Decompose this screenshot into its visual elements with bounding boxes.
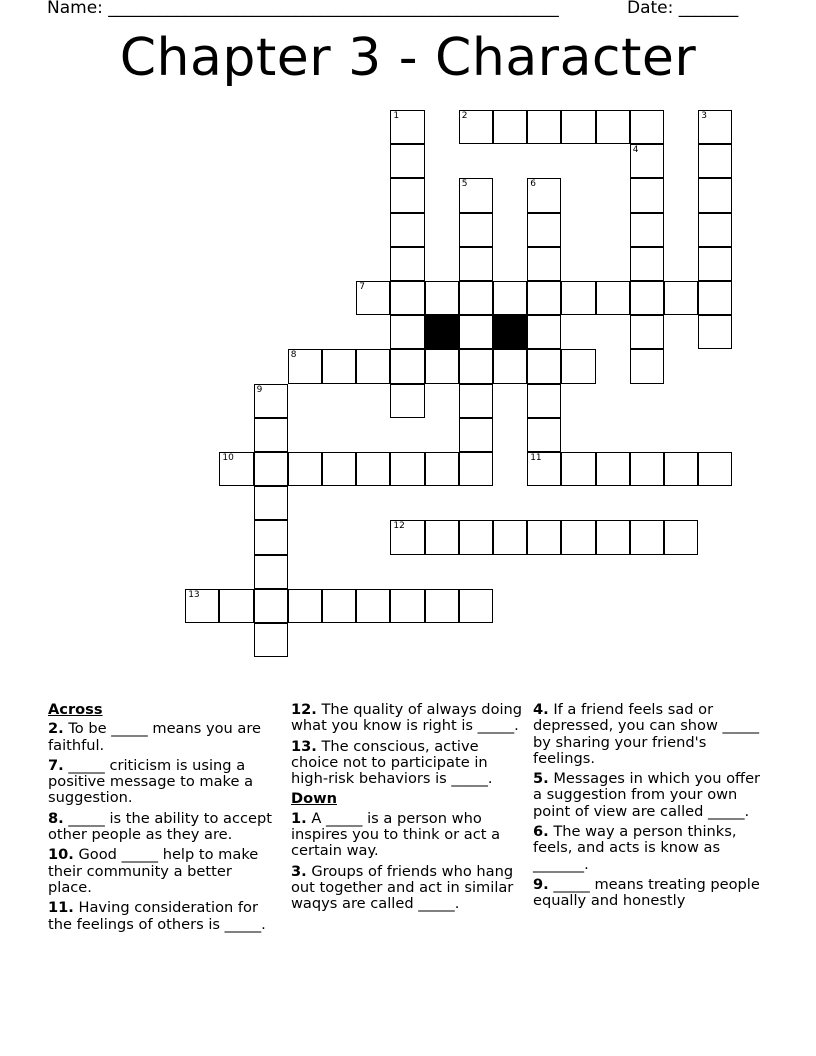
grid-cell[interactable] — [219, 589, 253, 623]
grid-cell[interactable] — [322, 349, 356, 383]
grid-cell[interactable] — [493, 281, 527, 315]
clue-number: 4 — [632, 145, 639, 156]
clue-number-label: 13. — [291, 737, 317, 755]
clue-text: _____ criticism is using a positive message to make a suggestion. — [48, 756, 254, 807]
clue-text: _____ is the ability to accept other people as they are. — [48, 809, 272, 844]
clue-item — [533, 824, 765, 873]
grid-cell[interactable] — [561, 110, 595, 144]
clue-number-label: 12. — [291, 701, 317, 718]
clue-text: The conscious, active choice not to participate in high-risk behaviors is _____. — [291, 737, 493, 788]
grid-cell[interactable] — [219, 452, 253, 486]
grid-cell[interactable] — [356, 589, 390, 623]
clue-text: Messages in which you offer a suggestion from your own point of view are called _____. — [533, 770, 761, 820]
grid-cell[interactable] — [596, 110, 630, 144]
clue-item — [291, 864, 525, 913]
grid-cell[interactable] — [356, 349, 390, 383]
grid-cell[interactable] — [630, 349, 664, 383]
grid-cell[interactable] — [493, 110, 527, 144]
grid-cell[interactable] — [459, 178, 493, 212]
grid-cell[interactable] — [356, 281, 390, 315]
clue-item — [291, 739, 525, 788]
clue-number: 6 — [530, 179, 536, 190]
grid-cell[interactable] — [630, 247, 664, 281]
grid-cell[interactable] — [664, 452, 698, 486]
grid-cell[interactable] — [630, 281, 664, 315]
grid-cell[interactable] — [356, 452, 390, 486]
clue-text: Good _____ help to make their community a better place. — [48, 846, 259, 896]
clue-number: 8 — [290, 350, 297, 361]
grid-cell[interactable] — [459, 315, 493, 349]
clue-text: To be _____ means you are faithful. — [48, 720, 262, 754]
grid-cell[interactable] — [630, 520, 664, 554]
down-heading: Down — [291, 790, 338, 808]
clue-number: 10 — [222, 453, 234, 463]
grid-cell[interactable] — [527, 315, 561, 349]
grid-cell[interactable] — [698, 144, 732, 178]
clue-text: Having consideration for the feelings of others is _____. — [48, 899, 266, 933]
grid-cell[interactable] — [698, 452, 732, 486]
clues-column-1 — [48, 702, 280, 937]
black-cell — [425, 315, 459, 349]
clue-text: If a friend feels sad or depressed, you can show _____ by sharing your friend's feelings. — [533, 701, 760, 767]
clue-number: 13 — [188, 589, 200, 600]
grid-cell[interactable] — [322, 452, 356, 486]
grid-cell[interactable] — [254, 418, 288, 452]
clue-number-label: 8. — [48, 809, 64, 827]
grid-cell[interactable] — [288, 349, 322, 383]
grid-cell[interactable] — [459, 247, 493, 281]
clue-item — [48, 811, 280, 844]
across-heading: Across — [48, 701, 103, 718]
grid-cell[interactable] — [254, 384, 288, 418]
clue-number: 2 — [461, 111, 468, 121]
clue-number: 3 — [701, 111, 707, 121]
grid-cell[interactable] — [390, 281, 424, 315]
clue-number-label: 10. — [48, 846, 74, 864]
clue-number-label: 9. — [533, 875, 549, 893]
clue-number-label: 7. — [48, 756, 64, 774]
grid-cell[interactable] — [390, 178, 424, 212]
clue-item — [48, 721, 280, 754]
grid-cell[interactable] — [527, 349, 561, 383]
grid-cell[interactable] — [527, 213, 561, 247]
date-field-line: Date: _______ — [627, 0, 739, 18]
grid-cell[interactable] — [596, 281, 630, 315]
clue-number-label: 6. — [533, 823, 549, 841]
name-field-line: Name: _____________________________________________________ — [47, 0, 559, 18]
clue-number: 1 — [393, 111, 400, 121]
grid-cell[interactable] — [630, 144, 664, 178]
clue-number-label: 5. — [533, 770, 549, 788]
grid-cell[interactable] — [185, 589, 219, 623]
grid-cell[interactable] — [390, 520, 424, 554]
grid-cell[interactable] — [561, 452, 595, 486]
grid-cell[interactable] — [698, 247, 732, 281]
grid-cell[interactable] — [527, 418, 561, 452]
grid-cell[interactable] — [390, 144, 424, 178]
black-cell — [493, 315, 527, 349]
clues-column-3 — [533, 702, 765, 914]
clue-text: The quality of always doing what you know is right is _____. — [291, 701, 523, 735]
grid-cell[interactable] — [425, 520, 459, 554]
grid-cell[interactable] — [630, 110, 664, 144]
clue-item — [48, 900, 280, 933]
grid-cell[interactable] — [459, 110, 493, 144]
clue-text: _____ means treating people equally and honestly — [533, 875, 760, 910]
grid-cell[interactable] — [459, 384, 493, 418]
grid-cell[interactable] — [459, 520, 493, 554]
grid-cell[interactable] — [390, 589, 424, 623]
grid-cell[interactable] — [698, 281, 732, 315]
grid-cell[interactable] — [390, 452, 424, 486]
grid-cell[interactable] — [254, 520, 288, 554]
grid-cell[interactable] — [698, 178, 732, 212]
clue-text: The way a person thinks, feels, and acts is know as _______. — [533, 823, 737, 873]
grid-cell[interactable] — [425, 349, 459, 383]
grid-cell[interactable] — [493, 349, 527, 383]
clue-text: Groups of friends who hang out together and act in similar waqys are called _____. — [291, 862, 514, 913]
grid-cell[interactable] — [664, 281, 698, 315]
clue-number: 7 — [359, 282, 365, 292]
grid-cell[interactable] — [596, 520, 630, 554]
grid-cell[interactable] — [698, 315, 732, 349]
clue-number-label: 11. — [48, 899, 74, 917]
clue-text: A _____ is a person who inspires you to think or act a certain way. — [291, 809, 501, 860]
grid-cell[interactable] — [254, 623, 288, 657]
clue-number-label: 1. — [291, 809, 307, 827]
clue-item — [533, 771, 765, 820]
grid-cell[interactable] — [459, 418, 493, 452]
clue-number: 9 — [256, 384, 263, 395]
grid-cell[interactable] — [254, 486, 288, 520]
clue-number: 11 — [530, 453, 542, 463]
clue-number: 5 — [461, 179, 468, 190]
grid-cell[interactable] — [630, 213, 664, 247]
grid-cell[interactable] — [527, 247, 561, 281]
grid-cell[interactable] — [390, 213, 424, 247]
clue-item — [533, 877, 765, 910]
grid-cell[interactable] — [390, 349, 424, 383]
grid-cell[interactable] — [425, 281, 459, 315]
clue-item — [291, 811, 525, 860]
grid-cell[interactable] — [527, 384, 561, 418]
clue-item — [291, 702, 525, 735]
grid-cell[interactable] — [288, 589, 322, 623]
grid-cell[interactable] — [527, 520, 561, 554]
page-title: Chapter 3 - Character — [119, 28, 697, 88]
grid-cell[interactable] — [527, 110, 561, 144]
clue-item — [533, 702, 765, 767]
grid-cell[interactable] — [630, 178, 664, 212]
clue-number-label: 2. — [48, 720, 64, 738]
grid-cell[interactable] — [390, 247, 424, 281]
grid-cell[interactable] — [630, 452, 664, 486]
grid-cell[interactable] — [561, 520, 595, 554]
grid-cell[interactable] — [698, 110, 732, 144]
grid-cell[interactable] — [390, 315, 424, 349]
grid-cell[interactable] — [425, 452, 459, 486]
clue-number: 12 — [393, 521, 405, 532]
grid-cell[interactable] — [493, 520, 527, 554]
clue-item — [48, 847, 280, 896]
grid-cell[interactable] — [390, 384, 424, 418]
grid-cell[interactable] — [527, 178, 561, 212]
grid-cell[interactable] — [254, 452, 288, 486]
clue-number-label: 4. — [533, 701, 549, 718]
grid-cell[interactable] — [254, 555, 288, 589]
grid-cell[interactable] — [254, 589, 288, 623]
grid-cell[interactable] — [527, 452, 561, 486]
grid-cell[interactable] — [459, 452, 493, 486]
grid-cell[interactable] — [630, 315, 664, 349]
grid-cell[interactable] — [390, 110, 424, 144]
grid-cell[interactable] — [596, 452, 630, 486]
grid-cell[interactable] — [322, 589, 356, 623]
grid-cell[interactable] — [425, 589, 459, 623]
grid-cell[interactable] — [561, 281, 595, 315]
grid-cell[interactable] — [527, 281, 561, 315]
grid-cell[interactable] — [698, 213, 732, 247]
grid-cell[interactable] — [459, 589, 493, 623]
grid-cell[interactable] — [459, 213, 493, 247]
grid-cell[interactable] — [288, 452, 322, 486]
clue-number-label: 3. — [291, 862, 307, 880]
clues-column-2 — [291, 702, 525, 917]
grid-cell[interactable] — [459, 349, 493, 383]
clue-item — [48, 758, 280, 807]
grid-cell[interactable] — [561, 349, 595, 383]
grid-cell[interactable] — [664, 520, 698, 554]
grid-cell[interactable] — [459, 281, 493, 315]
